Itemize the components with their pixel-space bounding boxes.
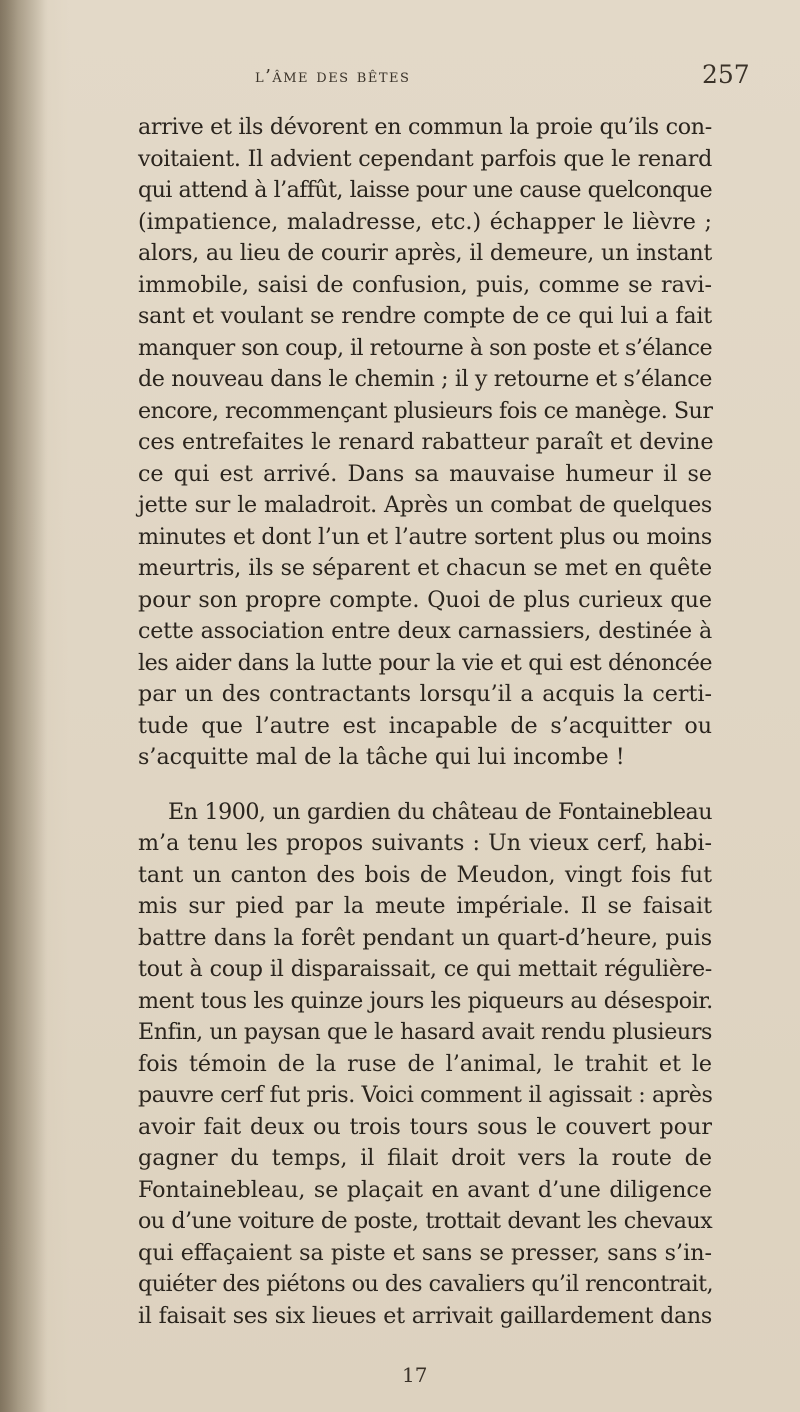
text-line: tant un canton des bois de Meudon, vingt fois fut	[138, 861, 712, 888]
text-line: arrive et ils dévorent en commun la proie qu’ils con-	[138, 114, 712, 140]
text-line: encore, recommençant plusieurs fois ce manège. Sur	[138, 397, 713, 424]
text-line: minutes et dont l’un et l’autre sortent plus ou moins	[138, 523, 712, 550]
text-line: les aider dans la lutte pour la vie et qui est dénoncée	[138, 649, 712, 676]
text-line: quiéter des piétons ou des cavaliers qu’il rencontrait,	[138, 1271, 714, 1297]
text-line: m’a tenu les propos suivants : Un vieux cerf, habi-	[138, 830, 712, 856]
paragraph-2	[138, 797, 712, 1333]
text-line: tout à coup il disparaissait, ce qui mettait régulière-	[138, 956, 712, 982]
text-line: jette sur le maladroit. Après un combat de quelques	[138, 492, 712, 518]
text-line: fois témoin de la ruse de l’animal, le trahit et le	[138, 1050, 712, 1077]
text-line: avoir fait deux ou trois tours sous le couvert pour	[138, 1113, 712, 1140]
text-line: mis sur pied par la meute impériale. Il se faisait	[138, 893, 712, 919]
text-line: battre dans la forêt pendant un quart-d’heure, puis	[138, 924, 712, 951]
text-line: cette association entre deux carnassiers, destinée à	[138, 618, 712, 644]
text-line: de nouveau dans le chemin ; il y retourne et s’élance	[138, 366, 712, 392]
text-line: meurtris, ils se séparent et chacun se met en quête	[138, 555, 712, 581]
text-line: gagner du temps, il filait droit vers la route de	[138, 1145, 712, 1171]
text-line: pauvre cerf fut pris. Voici comment il agissait : après	[138, 1082, 713, 1108]
page-number: 257	[702, 60, 750, 89]
text-line: s’acquitte mal de la tâche qui lui incombe !	[138, 744, 625, 770]
text-line: ou d’une voiture de poste, trottait devant les chevaux	[138, 1208, 712, 1234]
text-line: manquer son coup, il retourne à son poste et s’élance	[138, 334, 712, 361]
text-line: voitaient. Il advient cependant parfois que le renard	[138, 145, 712, 172]
running-title: l’âme des bêtes	[255, 66, 411, 87]
binding-shadow	[0, 0, 48, 1412]
text-line: il faisait ses six lieues et arrivait gaillardement dans	[138, 1302, 712, 1329]
text-line: ment tous les quinze jours les piqueurs au désespoir.	[138, 987, 713, 1014]
paragraph-1	[138, 112, 712, 774]
text-line: qui effaçaient sa piste et sans se presser, sans s’in-	[138, 1239, 712, 1266]
text-line: par un des contractants lorsqu’il a acquis la certi-	[138, 681, 712, 707]
text-line: ce qui est arrivé. Dans sa mauvaise humeur il se	[138, 460, 712, 487]
text-line: sant et voulant se rendre compte de ce qui lui a fait	[138, 303, 712, 329]
text-line: tude que l’autre est incapable de s’acquitter ou	[138, 712, 712, 739]
signature-mark: 17	[402, 1363, 428, 1387]
body-text	[138, 112, 712, 1332]
text-line: En 1900, un gardien du château de Fontainebleau	[168, 798, 712, 825]
text-line: Enfin, un paysan que le hasard avait rendu plusieurs	[138, 1019, 713, 1045]
text-line: (impatience, maladresse, etc.) échapper le lièvre ;	[138, 208, 712, 235]
paragraph-gap	[138, 774, 712, 797]
text-line: immobile, saisi de confusion, puis, comme se ravi-	[138, 271, 712, 298]
text-line: alors, au lieu de courir après, il demeure, un instant	[138, 240, 712, 266]
text-line: pour son propre compte. Quoi de plus curieux que	[138, 586, 712, 613]
text-line: qui attend à l’affût, laisse pour une cause quelconque	[138, 177, 712, 203]
text-line: ces entrefaites le renard rabatteur paraît et devine	[138, 429, 714, 455]
text-line: Fontainebleau, se plaçait en avant d’une diligence	[138, 1176, 712, 1203]
running-head	[0, 60, 800, 96]
